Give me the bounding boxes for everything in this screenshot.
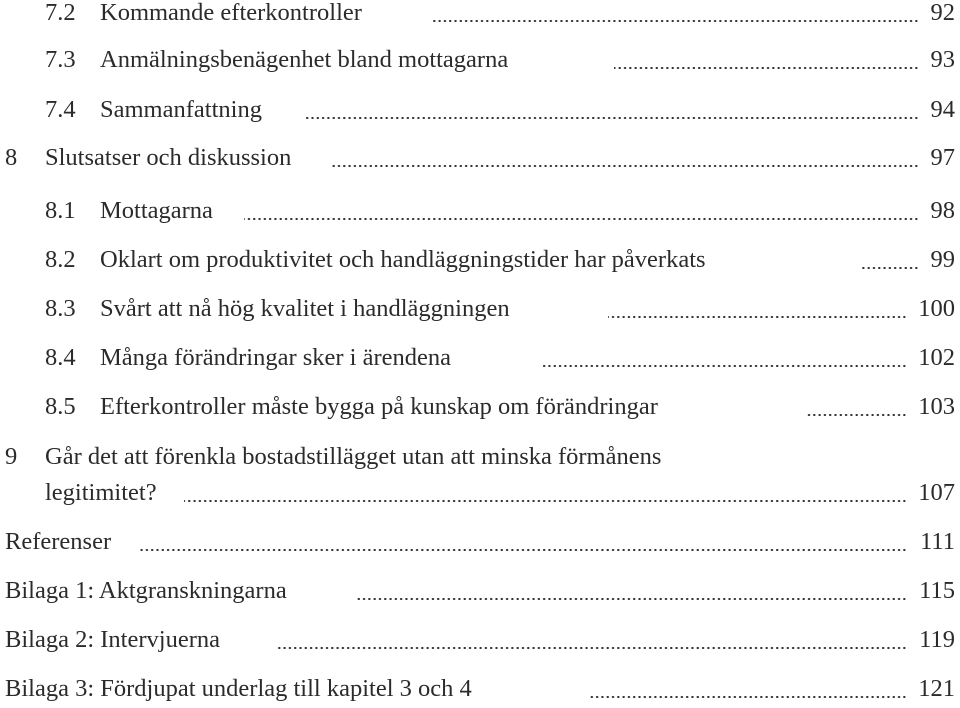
toc-entry-title: Referenser [5,528,112,555]
toc-entry[interactable] [0,672,955,706]
toc-entry-title: Oklart om produktivitet och handläggningstider har påverkats [100,246,706,273]
toc-entry-page: 111 [920,528,955,555]
toc-entry[interactable] [0,341,955,375]
toc-entry-page: 97 [930,144,955,171]
toc-entry-title: Anmälningsbenägenhet bland mottagarna [100,46,509,73]
toc-entry[interactable] [0,141,955,175]
toc-entry[interactable] [0,0,955,30]
toc-entry-page: 94 [930,96,955,123]
toc-entry[interactable] [0,243,955,277]
toc-entry-number: 8.4 [45,344,76,371]
toc-entry-page: 121 [918,675,955,702]
toc-dot-leader [306,117,919,119]
toc-dot-leader [614,67,919,69]
toc-entry-page: 115 [919,577,955,604]
toc-entry-page: 93 [930,46,955,73]
toc-dot-leader [140,549,907,551]
toc-entry-number: 8.3 [45,295,76,322]
toc-entry-title: Svårt att nå hög kvalitet i handläggningen [100,295,510,322]
toc-entry[interactable] [0,525,955,559]
toc-entry-title: Slutsatser och diskussion [45,144,292,171]
toc-entry-title: Bilaga 3: Fördjupat underlag till kapitel 3 och 4 [5,675,472,702]
toc-entry[interactable] [0,194,955,228]
toc-entry-number: 8.2 [45,246,76,273]
toc-entry-number: 8 [5,144,18,171]
toc-entry[interactable] [0,292,955,326]
toc-dot-leader [330,165,919,167]
toc-dot-leader [541,365,907,367]
toc-entry-title: Många förändringar sker i ärendena [100,344,452,371]
toc-entry-page: 98 [930,197,955,224]
toc-dot-leader [184,500,907,502]
toc-entry[interactable] [0,440,955,510]
toc-dot-leader [806,414,907,416]
toc-entry[interactable] [0,93,955,127]
toc-entry-number: 7.2 [45,0,76,26]
toc-dot-leader [276,647,907,649]
toc-entry-title: Bilaga 1: Aktgranskningarna [5,577,287,604]
toc-entry-page: 103 [918,393,955,420]
toc-dot-leader [590,696,907,698]
toc-dot-leader [608,316,907,318]
toc-dot-leader [432,20,919,22]
toc-dot-leader [357,598,907,600]
toc-entry[interactable] [0,390,955,424]
toc-entry[interactable] [0,574,955,608]
toc-entry-title: Sammanfattning [100,96,262,123]
toc-entry-title: Efterkontroller måste bygga på kunskap om förändringar [100,393,658,420]
toc-entry-number: 9 [5,443,18,470]
toc-dot-leader [860,267,919,269]
toc-entry-title: Bilaga 2: Intervjuerna [5,626,220,653]
toc-entry-page: 99 [930,246,955,273]
toc-entry-page: 92 [930,0,955,26]
toc-entry-title: Kommande efterkontroller [100,0,362,26]
toc-entry-number: 7.3 [45,46,76,73]
toc-entry-page: 102 [918,344,955,371]
toc-entry-number: 8.5 [45,393,76,420]
toc-entry[interactable] [0,623,955,657]
toc-entry[interactable] [0,43,955,77]
toc-entry-page: 107 [918,479,955,506]
toc-dot-leader [244,218,919,220]
toc-entry-title: Mottagarna [100,197,213,224]
toc-entry-title-continuation: legitimitet? [45,479,157,506]
toc-entry-title: Går det att förenkla bostadstillägget utan att minska förmånens [45,443,662,470]
toc-entry-number: 8.1 [45,197,76,224]
toc-entry-number: 7.4 [45,96,76,123]
toc-entry-page: 119 [919,626,955,653]
toc-entry-page: 100 [918,295,955,322]
